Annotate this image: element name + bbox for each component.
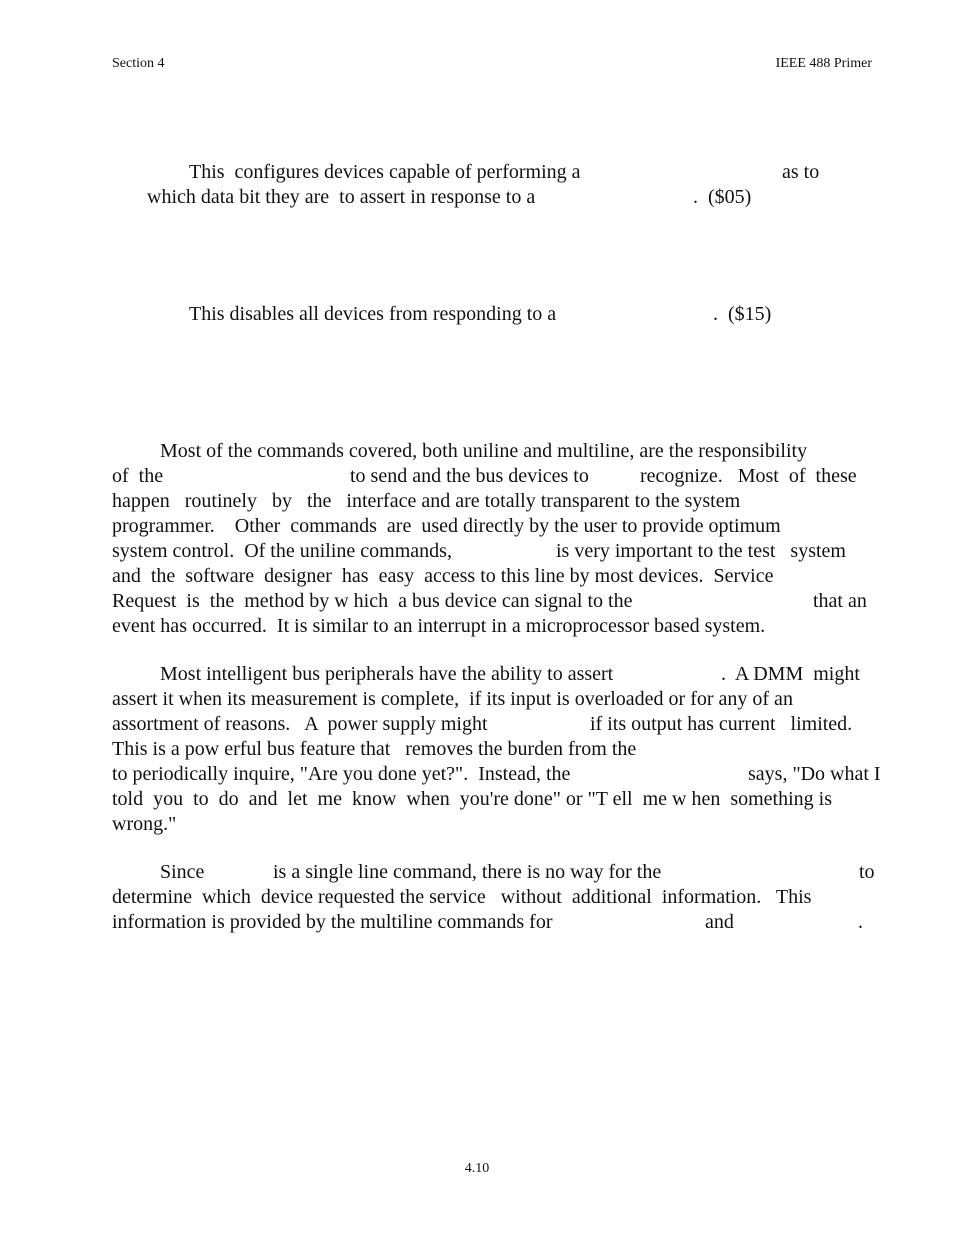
para1-line2a: of the bbox=[112, 465, 164, 487]
para3-line2: determine which device requested the service without additional information. This bbox=[112, 886, 812, 908]
para1-line8: event has occurred. It is similar to an interrupt in a microprocessor based system. bbox=[112, 615, 766, 637]
para3-line1b: is a single line command, there is no way for the bbox=[273, 861, 662, 883]
section-label: Section 4 bbox=[112, 56, 165, 71]
ppu-text-line1b: . ($15) bbox=[713, 303, 772, 325]
para2-line4: This is a pow erful bus feature that removes the burden from the bbox=[112, 738, 637, 760]
ppc-text-line1a: This configures devices capable of performing a bbox=[189, 161, 581, 183]
para2-line2: assert it when its measurement is complete, if its input is overloaded or for any of an bbox=[112, 688, 793, 710]
para1-line7a: Request is the method by w hich a bus device can signal to the bbox=[112, 590, 633, 612]
ppu-text-line1a: This disables all devices from responding to a bbox=[189, 303, 557, 325]
para3-line3c: . bbox=[858, 911, 863, 933]
para2-line3a: assortment of reasons. A power supply might bbox=[112, 713, 488, 735]
document-title: IEEE 488 Primer bbox=[775, 56, 872, 71]
para1-line5b: is very important to the test system bbox=[556, 540, 846, 562]
para1-line4: programmer. Other commands are used directly by the user to provide optimum bbox=[112, 515, 781, 537]
para3-line1c: to bbox=[859, 861, 875, 883]
para1-line2c: recognize. Most of these bbox=[640, 465, 857, 487]
para2-line7: wrong." bbox=[112, 813, 177, 835]
para2-line3b: if its output has current limited. bbox=[590, 713, 853, 735]
para3-line3a: information is provided by the multiline commands for bbox=[112, 911, 553, 933]
para1-line2b: to send and the bus devices to bbox=[350, 465, 589, 487]
ppc-text-line2b: . ($05) bbox=[693, 186, 752, 208]
para1-line1: Most of the commands covered, both uniline and multiline, are the responsibility bbox=[160, 440, 808, 462]
para2-line5a: to periodically inquire, "Are you done yet?". Instead, the bbox=[112, 763, 571, 785]
para2-line5b: says, "Do what I bbox=[748, 763, 881, 785]
ppc-text-line1b: as to bbox=[782, 161, 820, 183]
para2-line6: told you to do and let me know when you're done" or "T ell me w hen something is bbox=[112, 788, 833, 810]
para1-line7b: that an bbox=[813, 590, 867, 612]
para3-line3b: and bbox=[705, 911, 734, 933]
para1-line3: happen routinely by the interface and are totally transparent to the system bbox=[112, 490, 741, 512]
para2-line1b: . A DMM might bbox=[721, 663, 860, 685]
para3-line1a: Since bbox=[160, 861, 205, 883]
para2-line1a: Most intelligent bus peripherals have the ability to assert bbox=[160, 663, 614, 685]
page-number: 4.10 bbox=[464, 1161, 490, 1176]
para1-line5a: system control. Of the uniline commands, bbox=[112, 540, 452, 562]
ppc-text-line2a: which data bit they are to assert in response to a bbox=[147, 186, 536, 208]
para1-line6: and the software designer has easy access to this line by most devices. Service bbox=[112, 565, 774, 587]
